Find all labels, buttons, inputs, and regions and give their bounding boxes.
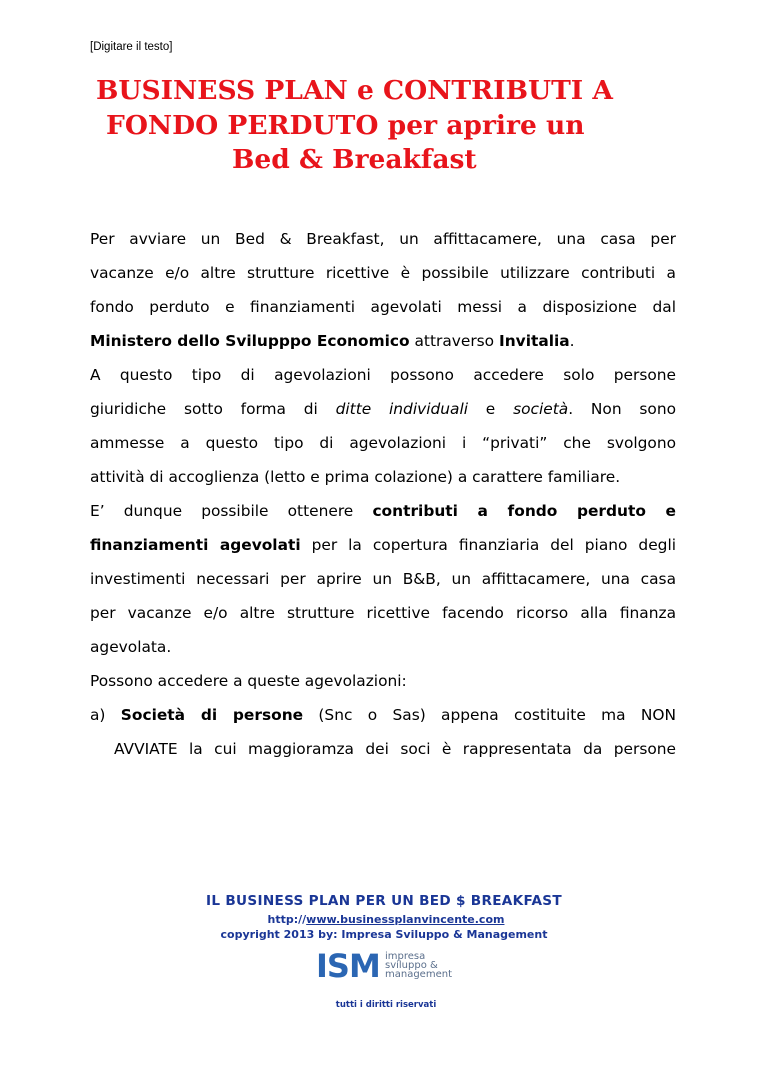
paragraph-4-line-1: Possono accedere a queste agevolazioni: (90, 672, 407, 690)
title-line-1: BUSINESS PLAN e CONTRIBUTI A (96, 75, 613, 106)
list-item-a-line-1: a) Società di persone (Snc o Sas) appena costituite ma NON (90, 706, 677, 724)
title-line-3: Bed & Breakfast (232, 144, 477, 175)
paragraph-2-line-4: attività di accoglienza (letto e prima colazione) a carattere familiare. (90, 468, 621, 486)
footer-copyright: copyright 2013 by: Impresa Sviluppo & Management (220, 928, 548, 941)
ism-logo-mark: ISM (316, 947, 380, 985)
paragraph-1-line-3: fondo perduto e finanziamenti agevolati messi a disposizione dal (90, 298, 676, 316)
paragraph-1-line-1: Per avviare un Bed & Breakfast, un affittacamere, una casa per (90, 230, 676, 248)
website-link[interactable]: www.businessplanvincente.com (306, 913, 505, 926)
ism-logo (316, 947, 456, 985)
paragraph-1-line-4: Ministero dello Svilupppo Economico attraverso Invitalia. (90, 332, 575, 350)
header-placeholder-text: [Digitare il testo] (90, 41, 173, 53)
paragraph-2-line-2: giuridiche sotto forma di ditte individuali e società. Non sono (90, 400, 676, 418)
paragraph-3-line-1: E’ dunque possibile ottenere contributi a fondo perduto e (90, 502, 676, 520)
invitalia-name: Invitalia (499, 332, 570, 350)
document-body (90, 222, 676, 766)
ism-logo-text: impresa sviluppo & management (385, 951, 452, 980)
paragraph-2-line-1: A questo tipo di agevolazioni possono accedere solo persone (90, 366, 676, 384)
footer-heading: IL BUSINESS PLAN PER UN BED $ BREAKFAST (206, 893, 562, 909)
list-marker: a) (90, 706, 121, 724)
list-item-a-line-2: AVVIATE la cui maggioramza dei soci è rappresentata da persone (114, 740, 676, 758)
ministry-name: Ministero dello Svilupppo Economico (90, 332, 410, 350)
paragraph-3-line-2: finanziamenti agevolati per la copertura finanziaria del piano degli (90, 536, 676, 554)
document-title (96, 74, 676, 178)
paragraph-3-line-3: investimenti necessari per aprire un B&B, un affittacamere, una casa (90, 570, 676, 588)
footer-url: http://www.businessplanvincente.com (267, 913, 505, 926)
paragraph-3-line-5: agevolata. (90, 638, 172, 656)
title-line-2: FONDO PERDUTO per aprire un (106, 109, 585, 141)
paragraph-1-line-2: vacanze e/o altre strutture ricettive è possibile utilizzare contributi a (90, 264, 676, 282)
paragraph-2-line-3: ammesse a questo tipo di agevolazioni i “privati” che svolgono (90, 434, 676, 452)
paragraph-3-line-4: per vacanze e/o altre strutture ricettive facendo ricorso alla finanza (90, 604, 676, 622)
footer-rights: tutti i diritti riservati (335, 1000, 437, 1010)
